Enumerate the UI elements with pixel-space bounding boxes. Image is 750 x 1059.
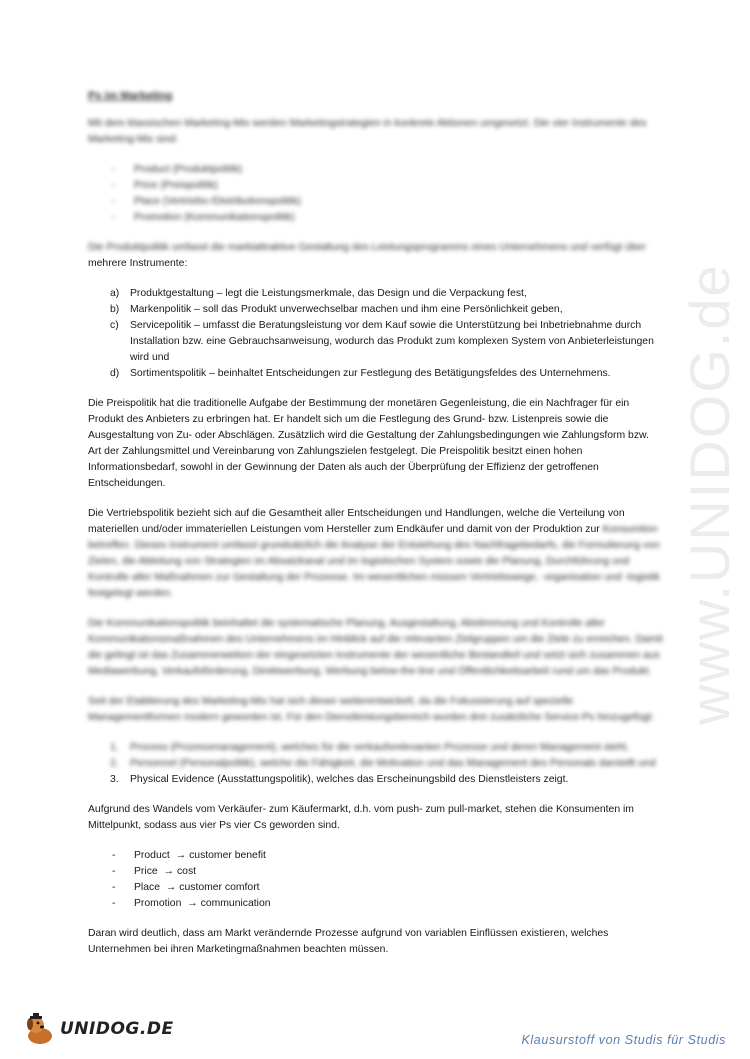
c-term: communication — [200, 898, 271, 909]
place-text-clear: Die Vertriebspolitik bezieht sich auf die Gesamtheit aller Entscheidungen und Handlungen, welche die Verteilung von materiellen und/oder immateriellen Leistungen vom Hersteller zum Endkäufer und damit von der Produktion zur — [88, 508, 625, 535]
page-title: Ps im Marketing — [88, 90, 173, 102]
list-item — [88, 318, 663, 366]
intro-paragraph: Mit dem klassischen Marketing-Mix werden Marketingstrategien in konkrete Aktionen umgesetzt. Die vier Instrumente des Marketing-Mix sind: — [88, 118, 647, 145]
list-item-text: Process (Prozessmanagement), welches für die verkaufsrelevanten Prozesse und deren Management steht, — [130, 742, 630, 753]
price-paragraph: Die Preispolitik hat die traditionelle Aufgabe der Bestimmung der monetären Gegenleistung, die ein Nachfrager für ein Produkt des Anbieters zu erbringen hat. Er handelt sich um die Festlegung des Grund- bzw. Listenpreis sowie die Ausgestaltung von Zu- oder Abschlägen. Zusätzlich wird die Gestaltung der Zahlungsbedingungen wie Zahlungsform bzw. Art der Zahlungsmittel und Vereinbarung von Zahlungszielen festgelegt. Die Preispolitik besitzt einen hohen Informationsbedarf, sowohl in der Gewinnung der Daten als auch der Überprüfung der Effizienz der getroffenen Entscheidungen. — [88, 398, 649, 489]
p-term: Price — [134, 866, 158, 877]
logo-text: UNIDOG.DE — [60, 1019, 174, 1039]
list-item-text: Physical Evidence (Ausstattungspolitik), welches das Erscheinungsbild des Dienstleisters zeigt. — [130, 774, 569, 785]
arrow-right-icon: → — [163, 866, 174, 877]
list-item — [88, 302, 663, 318]
product-instruments-list — [88, 286, 663, 382]
shift-paragraph: Aufgrund des Wandels vom Verkäufer- zum Käufermarkt, d.h. vom push- zum pull-market, stehen die Konsumenten im Mittelpunkt, sodass aus vier Ps vier Cs geworden sind. — [88, 804, 634, 831]
product-intro-blurred: Die Produktpolitik umfasst die marktattraktive Gestaltung des Leistungsprogramms eines Unternehmens und verfügt über — [88, 242, 646, 253]
list-item — [88, 864, 663, 880]
list-item: - Place (Vertriebs-/Distributionspolitik) — [88, 194, 663, 210]
list-item — [88, 286, 663, 302]
list-item-text: Markenpolitik – soll das Produkt unverwechselbar machen und ihm eine Persönlichkeit geben, — [130, 304, 563, 315]
c-term: cost — [176, 866, 197, 877]
closing-paragraph: Daran wird deutlich, dass am Markt verändernde Prozesse aufgrund von variablen Einflüssen existieren, welches Unternehmen bei ihren Marketingmaßnahmen beachten müssen. — [88, 928, 609, 955]
four-ps-list — [88, 162, 663, 226]
list-marker: b) — [110, 304, 120, 315]
c-term: customer comfort — [179, 882, 260, 893]
p-term: Product — [134, 850, 170, 861]
footer-slogan: Klausurstoff von Studis für Studis — [521, 1033, 726, 1047]
service-paragraph: Seit der Etablierung des Marketing-Mix hat sich dieser weiterentwickelt, da die Fokussierung auf spezielle Managementformen modern geworden ist. Für den Dienstleistungsbereich wurden drei zusätzliche Service-Ps hinzugefügt: — [88, 696, 655, 723]
c-term: customer benefit — [189, 850, 266, 861]
list-item — [88, 772, 663, 788]
list-item — [88, 740, 663, 756]
list-item-text: Servicepolitik – umfasst die Beratungsleistung vor dem Kauf sowie die Unterstützung bei Inbetriebnahme durch Installation bzw. eine Gebrauchsanweisung, wodurch das Produkt zum komplexen System von Anbieterleistungen wird und — [130, 320, 654, 363]
service-ps-list — [88, 740, 663, 788]
list-item: - Product (Produktpolitik) — [88, 162, 663, 178]
place-text-blurred: Konsumtion betreffen. Dieses Instrument umfasst grundsätzlich die Analyse der Entstehung des Nachfragebedarfs, die Formulierung von Zielen, die Ableitung von Strategien im Absatzkanal und im logistischen System sowie die Planung, Durchführung und Kontrolle aller Maßnahmen zur Gestaltung der Prozesse. Im wesentlichen müssen Vertriebswege, -organisation und -logistik festgelegt werden. — [88, 524, 660, 599]
arrow-right-icon: → — [165, 882, 177, 893]
place-paragraph — [88, 506, 663, 602]
list-marker: c) — [110, 320, 119, 331]
list-marker: 2. — [110, 758, 119, 769]
list-item — [88, 848, 663, 864]
dog-mascot-icon — [22, 1012, 58, 1046]
p-term: Place — [134, 882, 160, 893]
list-marker: 3. — [110, 774, 119, 785]
list-item-text: Produktgestaltung – legt die Leistungsmerkmale, das Design und die Verpackung fest, — [130, 288, 527, 299]
document-page — [88, 88, 663, 972]
list-item — [88, 756, 663, 772]
arrow-right-icon: → — [187, 898, 198, 909]
list-item: - Price (Preispolitik) — [88, 178, 663, 194]
list-item — [88, 896, 663, 912]
list-item-text: Personnel (Personalpolitik), welche die Fähigkeit, die Motivation und das Management des Personals darstellt und — [130, 758, 656, 769]
promotion-paragraph: Die Kommunikationspolitik beinhaltet die systematische Planung, Ausgestaltung, Abstimmung und Kontrolle aller Kommunikationsmaßnahmen des Unternehmens im Hinblick auf die relevanten Zielgruppen um die Ziele zu erreichen. Damit die gelingt ist das Zusammenwirken der eingesetzten Instrumente der wesentliche Bestandteil und setzt sich zusammen aus Mediawerbung, Verkaufsförderung, Direktwerbung, Werbung below-the-line und Öffentlichkeitsarbeit rund um das Produkt. — [88, 618, 663, 677]
product-intro-clear: mehrere Instrumente: — [88, 258, 188, 269]
list-marker: 1. — [110, 742, 119, 753]
unidog-logo[interactable] — [22, 1012, 174, 1046]
list-item — [88, 880, 663, 896]
product-paragraph — [88, 240, 663, 272]
list-item: - Promotion (Kommunikationspolitik) — [88, 210, 663, 226]
p-term: Promotion — [134, 898, 182, 909]
ps-to-cs-list — [88, 848, 663, 912]
list-item-text: Sortimentspolitik – beinhaltet Entscheidungen zur Festlegung des Betätigungsfeldes des Unternehmens. — [130, 368, 611, 379]
list-marker: a) — [110, 288, 120, 299]
list-item — [88, 366, 663, 382]
watermark: www.UNIDOG.de — [678, 263, 741, 725]
arrow-right-icon: → — [175, 850, 187, 861]
list-marker: d) — [110, 368, 120, 379]
